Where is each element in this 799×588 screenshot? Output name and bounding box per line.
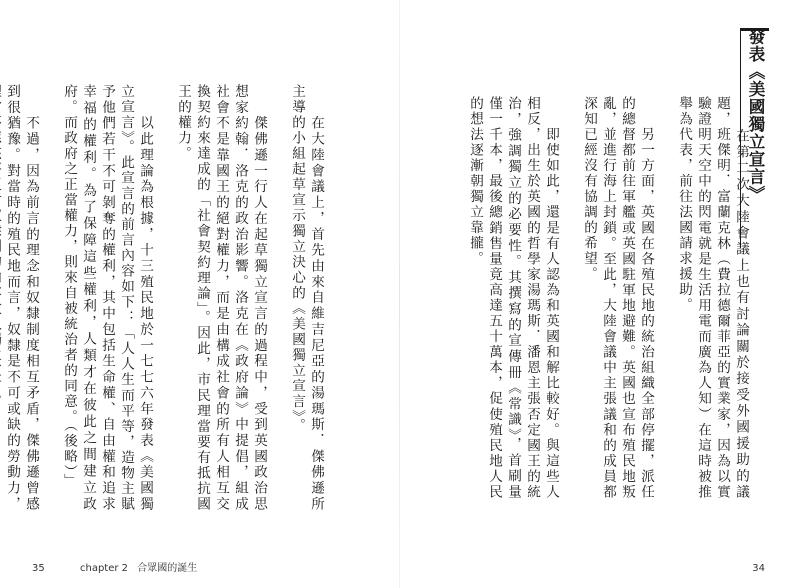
section-heading: 發表《美國獨立宣言》 xyxy=(746,28,765,203)
running-head-chapter: chapter 2 xyxy=(80,563,129,574)
page-number-right: 34 xyxy=(752,563,765,574)
left-page-body xyxy=(4,84,344,512)
paragraph: 以此理論為根據，十三殖民地於一七七六年發表《美國獨立宣言》。此宣言的前言內容如下：「人人生而平等，造物主賦予他們若干不可剝奪的權利，其中包括生命權、自由權和追求幸福的權利。為了保障這些權利，人類才在彼此之間建立政府。而政府之正當權力，則來自被統治者的同意。（後略）」 xyxy=(61,84,153,512)
running-head xyxy=(80,559,197,574)
paragraph: 即使如此，還是有人認為和英國和解比較好。與這些人相反，出生於英國的哲學家湯瑪斯．潘恩主張否定國王的統治，強調獨立的必要性。其撰寫的宣傳冊《常識》，首刷量僅一千本，最後總銷售量竟高達五十萬本，促使殖民地人民的想法逐漸朝獨立靠攏。 xyxy=(467,96,559,500)
right-page xyxy=(400,0,799,588)
page-number-left: 35 xyxy=(32,563,45,574)
paragraph: 不過，因為前言的理念和奴隸制度相互矛盾，傑佛遜曾感到很猶豫。對當時的殖民地而言，奴隸是不可或缺的勞動力， xyxy=(4,84,39,512)
paragraph: 在第二次大陸會議上也有討論關於接受外國援助的議題，班傑明．富蘭克林（費拉德爾菲亞的實業家，因為以實驗證明天空中的閃電就是生活用電而廣為人知）在這時被推舉為代表，前往法國請求援助。 xyxy=(676,96,749,500)
paragraph: 傑佛遜一行人在起草獨立宣言的過程中，受到英國政治思想家約翰．洛克的政治影響。洛克在《政府論》中提倡，組成社會不是靠國王的絕對權力，而是由構成社會的所有人相互交換契約來達成的「社會契約理論」。因此，市民理當要有抵抗國王的權力。 xyxy=(175,84,267,512)
running-head-title: 合眾國的誕生 xyxy=(137,563,198,574)
paragraph: 另一方面，英國在各殖民地的統治組織全部停擺，派任的總督都前往軍艦或英國駐軍地避難。英國也宣布殖民地叛亂，並進行海上封鎖。至此，大陸會議中主張議和的成員都深知已經沒有協調的希望。 xyxy=(581,96,654,500)
right-page-body xyxy=(431,96,769,500)
paragraph: 在大陸會議上，首先由來自維吉尼亞的湯瑪斯．傑佛遜所主導的小組起草宣示獨立決心的《美國獨立宣言》。 xyxy=(289,84,324,512)
